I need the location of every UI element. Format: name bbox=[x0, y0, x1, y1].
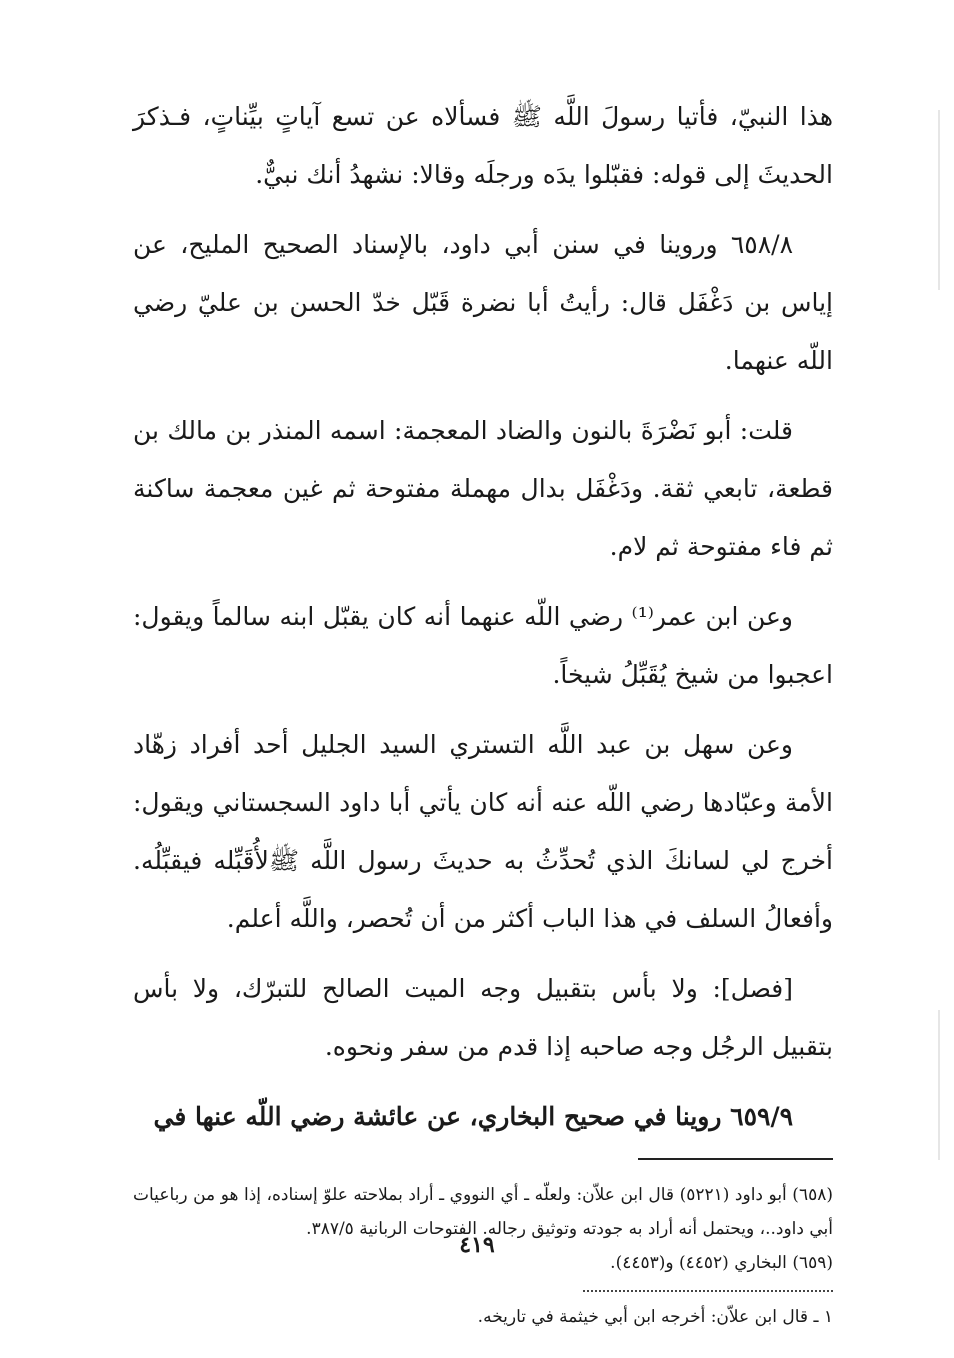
footnote-separator bbox=[638, 1158, 833, 1160]
page-number: ٤١٩ bbox=[459, 1232, 495, 1258]
paragraph-sahl-tustari: وعن سهل بن عبد اللَّه التستري السيد الجليل أحد أفراد زهّاد الأمة وعبّادها رضي اللّه عنه أنه كان يأتي أبا داود السجستاني ويقول: أخرج لي لسانكَ الذي تُحدِّثُ به حديثَ رسول اللَّه ﷺلأُقَبِّله فيقبِّلُه. وأفعالُ السلف في هذا الباب أكثر من أن تُحصر، واللَّه أعلم. bbox=[133, 730, 833, 933]
footnote-658: (٦٥٨) أبو داود (٥٢٢١) قال ابن علاّن: ولعلّه ـ أي النووي ـ أراد بملاحته علوّ إسناده، إذا هو من رباعيات أبي داود..، ويحتمل أنه أراد به جودته وتوثيق رجاله. الفتوحات الربانية ٣٨٧/٥. bbox=[133, 1185, 833, 1239]
scan-edge-mark bbox=[938, 1010, 940, 1160]
paragraph-commentary: قلت: أبو نَضْرَةَ بالنون والضاد المعجمة: اسمه المنذر بن مالك بن قطعة، تابعي ثقة. ودَغْفَل بدال مهملة مفتوحة ثم غين معجمة ساكنة ثم فاء مفتوحة ثم لام. bbox=[133, 416, 833, 561]
page-body bbox=[133, 88, 833, 1334]
paragraph-hadith-continuation: هذا النبيّ، فأتيا رسولَ اللَّه ﷺ فسألاه عن تسع آياتٍ بيِّناتٍ، فـذكرَ الحديثَ إلى قوله: فقبّلوا يدَه ورجلَه وقالا: نشهدُ أنك نبيٌّ. bbox=[133, 102, 833, 189]
footnote-659: (٦٥٩) البخاري (٤٤٥٢) و(٤٤٥٣). bbox=[610, 1253, 833, 1273]
paragraph-ibn-umar: وعن ابن عمر⁽¹⁾ رضي اللّه عنهما أنه كان يقبّل ابنه سالماً ويقول: اعجبوا من شيخ يُقَبِّلُ شيخاً. bbox=[133, 602, 833, 689]
paragraph-hadith-659: ٦٥٩/٩ روينا في صحيح البخاري، عن عائشة رضي اللّه عنها في bbox=[153, 1102, 793, 1131]
scan-edge-mark bbox=[938, 110, 940, 290]
paragraph-fasl: [فصل]: ولا بأس بتقبيل وجه الميت الصالح للتبرّك، ولا بأس بتقبيل الرجُل وجه صاحبه إذا قدم من سفر ونحوه. bbox=[133, 974, 833, 1061]
footnote-dotted-separator bbox=[583, 1290, 833, 1292]
footnote-note-1: ١ ـ قال ابن علاّن: أخرجه ابن أبي خيثمة في تاريخه. bbox=[477, 1307, 833, 1327]
paragraph-hadith-658: ٦٥٨/٨ وروينا في سنن أبي داود، بالإسناد الصحيح المليح، عن إياس بن دَغْفَل قال: رأيتُ أبا نضرة قَبّل خدّ الحسن بن عليّ رضي اللّه عنهما. bbox=[133, 230, 833, 375]
